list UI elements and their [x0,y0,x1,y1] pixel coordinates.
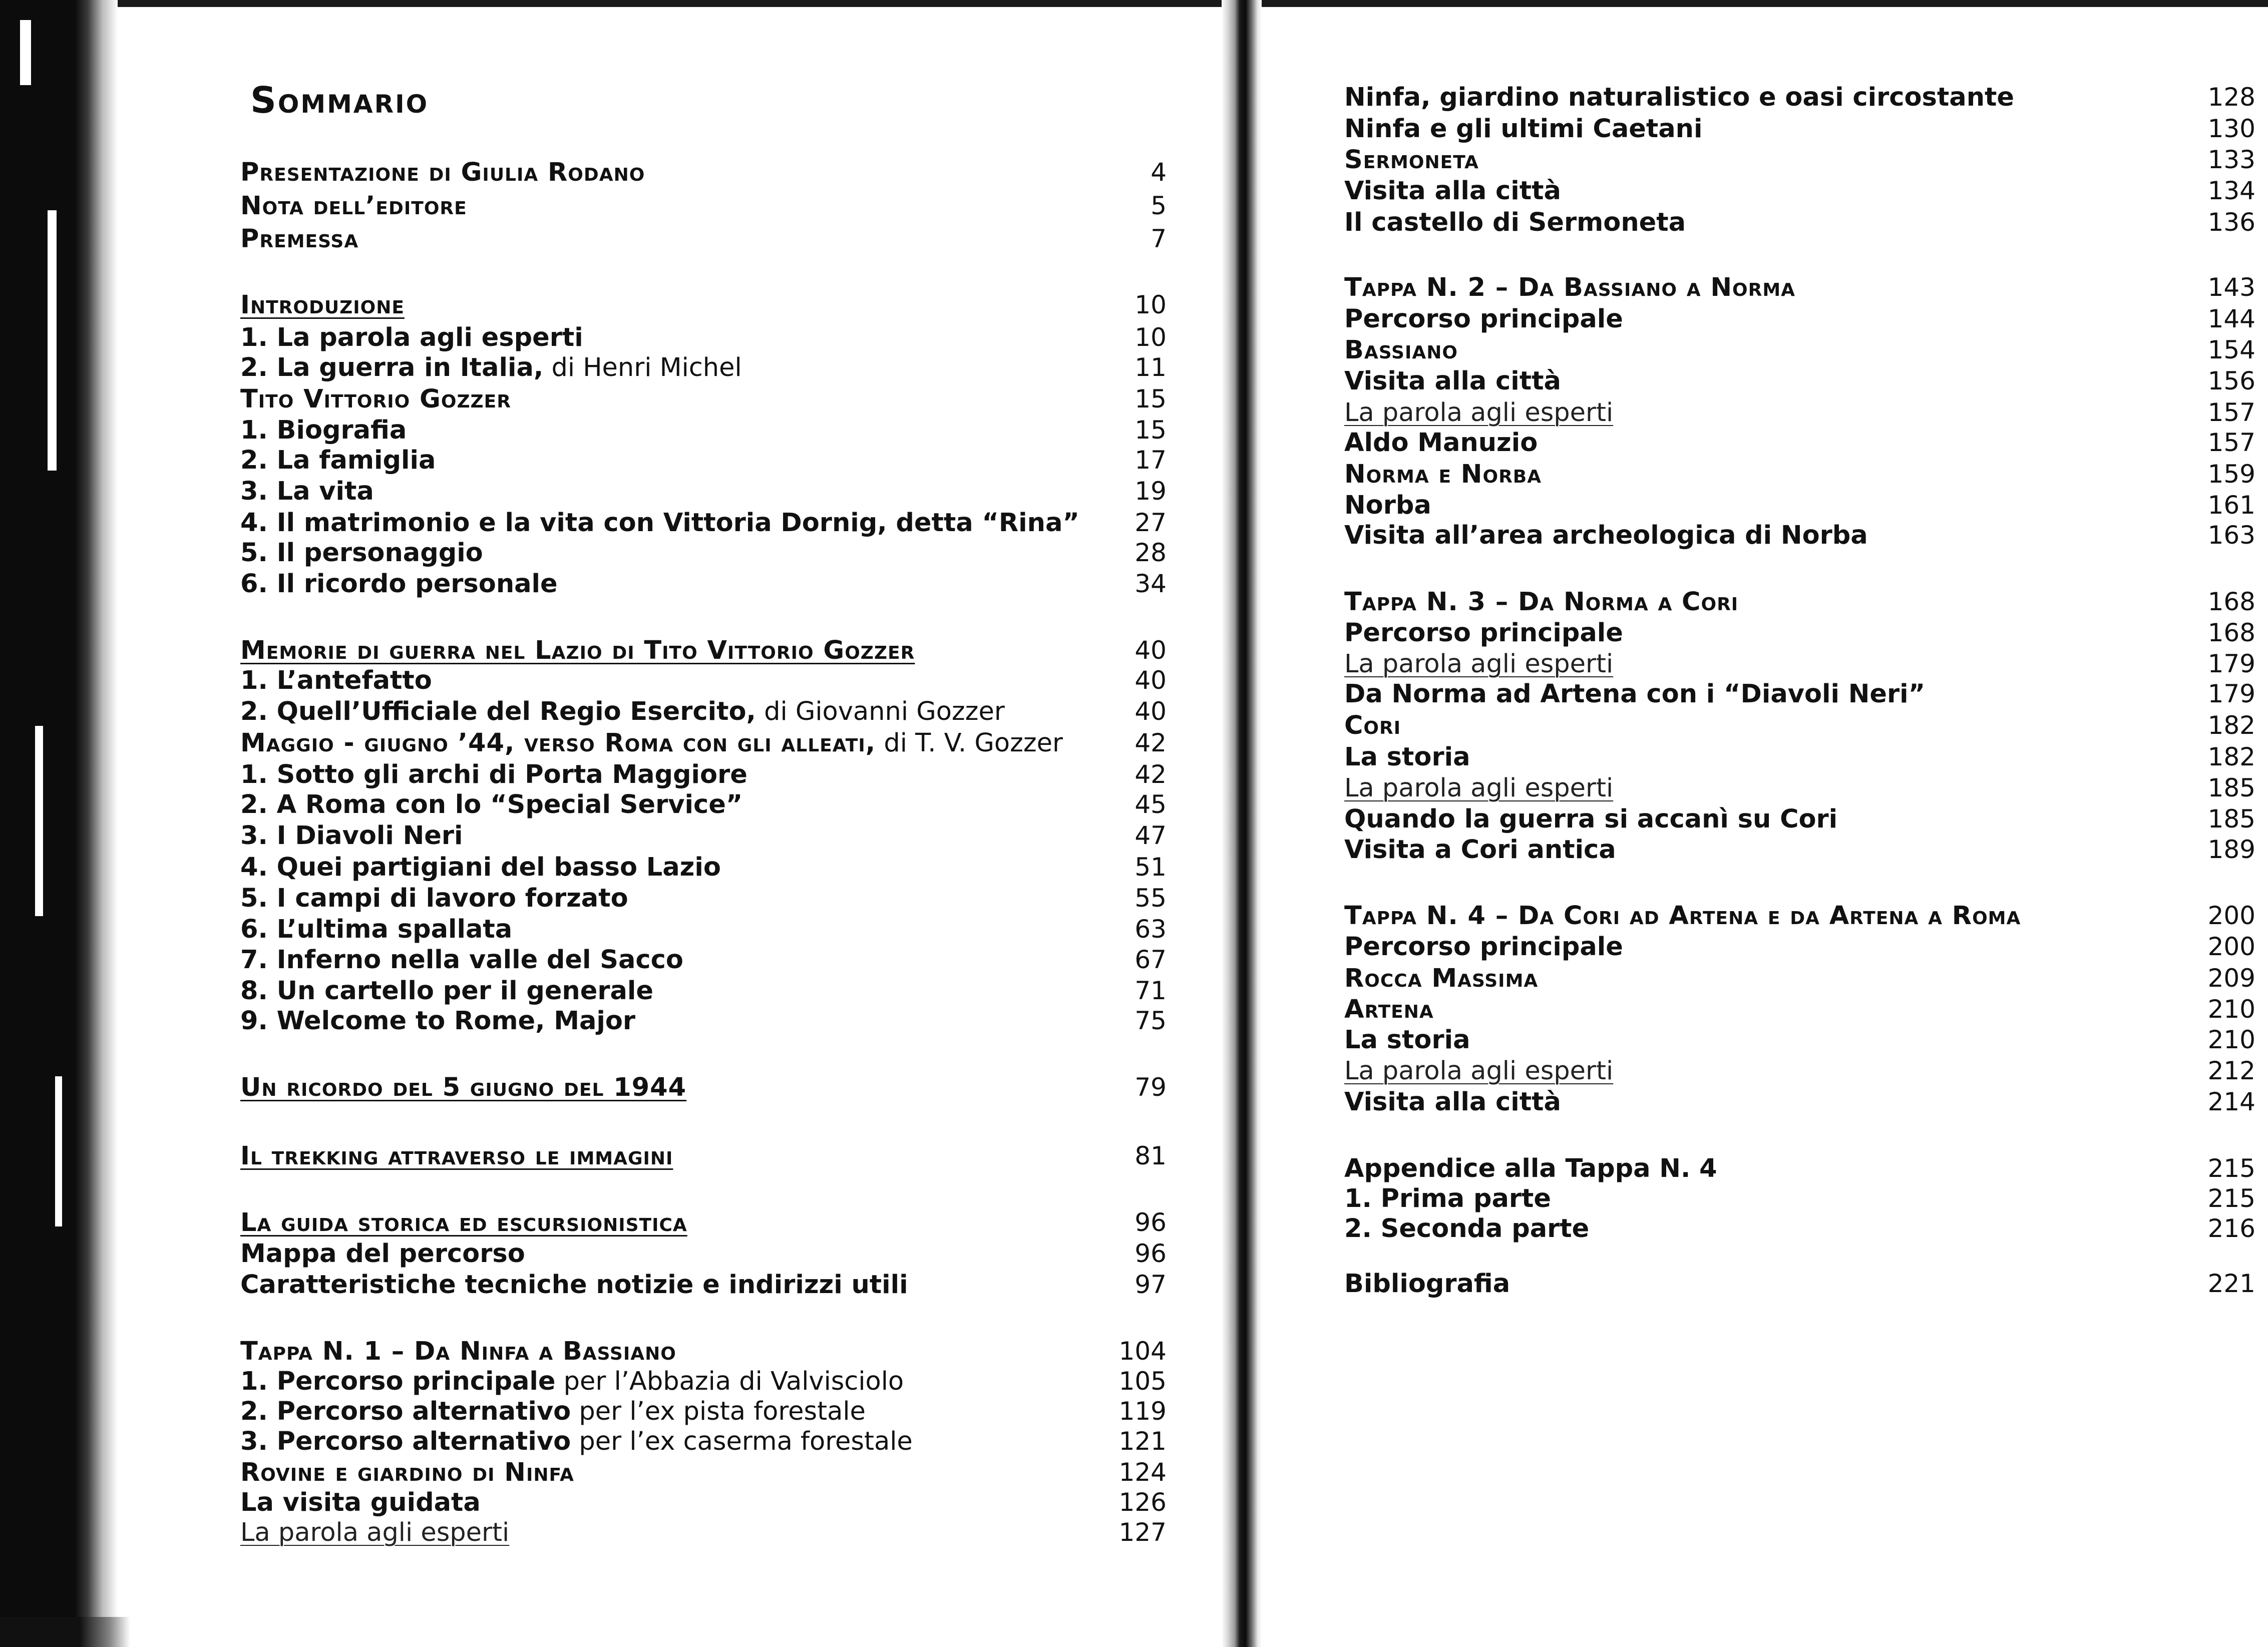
toc-entry-title: 2. Percorso alternativo [240,1397,571,1426]
toc-page-number: 40 [1135,636,1167,665]
toc-entry-label [240,1337,676,1366]
toc-entry-label [1344,587,1738,617]
toc-page-number: 215 [2207,1184,2255,1213]
toc-entry-label [1344,145,1479,175]
toc-entry [240,1518,1167,1549]
toc-entry-title: Visita alla città [1344,176,1561,206]
toc-entry-title: 2. A Roma con lo “Special Service” [240,790,743,819]
toc-entry-title: Cori [1344,711,1401,740]
toc-entry [1344,304,2255,335]
toc-entry-title: 3. I Diavoli Neri [240,821,463,851]
toc-entry [1344,1025,2255,1056]
toc-entry [1344,1154,2255,1185]
toc-entry-title: Norma e Norba [1344,460,1542,489]
toc-entry-label [240,416,407,445]
toc-entry [240,1397,1167,1428]
toc-entry-title: Tappa N. 4 – Da Cori ad Artena e da Artena a Roma [1344,901,2021,931]
toc-entry [240,821,1167,852]
toc-entry-label [1344,1269,1510,1299]
toc-entry-author: per l’ex caserma forestale [571,1427,913,1456]
toc-entry-title: Visita a Cori antica [1344,835,1616,865]
toc-entry-label [1344,335,1458,365]
toc-entry-title: Mappa del percorso [240,1239,525,1269]
toc-entry [1344,835,2255,866]
toc-entry-title: 1. Percorso principale [240,1367,556,1396]
toc-page-number: 42 [1135,728,1167,757]
toc-entry [240,1006,1167,1037]
toc-entry [240,323,1167,354]
toc-entry [1344,711,2255,742]
toc-entry-label [240,1208,687,1238]
toc-entry-title: Un ricordo del 5 giugno del 1944 [240,1073,687,1102]
toc-entry-label [240,1458,574,1487]
toc-entry [240,790,1167,821]
toc-entry [240,666,1167,697]
toc-entry [240,1458,1167,1489]
toc-page-number: 10 [1135,323,1167,352]
toc-entry-title: Ninfa, giardino naturalistico e oasi circostante [1344,83,2014,112]
toc-entry-title: 5. Il personaggio [240,538,483,568]
toc-entry-label [240,1073,686,1102]
toc-entry-title: 1. Sotto gli archi di Porta Maggiore [240,760,747,789]
toc-entry-title: Presentazione di Giulia Rodano [240,158,645,187]
toc-entry-title: La parola agli esperti [1344,1056,1614,1086]
toc-page-number: 216 [2207,1214,2255,1243]
toc-entry-title: Visita alla città [1344,366,1561,396]
toc-entry-label [1344,932,1623,962]
toc-entry [1344,649,2255,680]
toc-entry-title: 1. Biografia [240,416,407,445]
toc-entry-title: Rocca Massima [1344,964,1539,993]
toc-entry [240,569,1167,600]
toc-entry [1344,964,2255,995]
toc-page-number: 209 [2207,964,2255,993]
toc-entry-author: di Giovanni Gozzer [755,697,1005,726]
toc-entry-title: Visita alla città [1344,1087,1561,1117]
toc-entry-label [1344,1087,1561,1117]
toc-page-number: 143 [2207,273,2255,302]
toc-entry-label [240,508,1079,538]
toc-entry [1344,618,2255,649]
toc-entry [1344,176,2255,207]
toc-entry-label [240,290,405,320]
toc-entry [1344,679,2255,710]
toc-entry-author: di Henri Michel [543,353,742,382]
toc-entry-label [240,1141,673,1171]
toc-entry [1344,491,2255,522]
toc-entry-title: 3. Percorso alternativo [240,1427,571,1456]
toc-entry-label [240,976,653,1006]
toc-page-number: 127 [1118,1518,1167,1547]
toc-page-number: 130 [2207,114,2255,143]
toc-entry-label [240,353,742,382]
toc-entry-label [1344,428,1538,458]
toc-page-number: 210 [2207,1025,2255,1054]
toc-entry-label [240,915,512,944]
toc-entry-label [240,1367,904,1396]
toc-entry-label [1344,773,1613,803]
book-gutter [1222,0,1262,1647]
toc-entry [1344,428,2255,459]
toc-entry-author: per l’ex pista forestale [571,1397,866,1426]
toc-entry-label [1344,114,1702,144]
toc-entry-title: 6. Il ricordo personale [240,569,558,599]
toc-page-number: 119 [1118,1397,1167,1426]
toc-entry-title: 8. Un cartello per il generale [240,976,653,1006]
toc-page-number: 182 [2207,711,2255,740]
toc-page-number: 45 [1135,790,1167,819]
toc-page-number: 214 [2207,1087,2255,1116]
toc-entry [1344,398,2255,429]
toc-page-number: 27 [1135,508,1167,537]
toc-entry [1344,901,2255,932]
toc-page-number: 179 [2207,649,2255,678]
toc-entry-label [240,636,915,665]
toc-entry-title: Sermoneta [1344,145,1479,175]
toc-entry-label [1344,491,1431,520]
toc-page-number: 144 [2207,304,2255,333]
toc-page-number: 128 [2207,83,2255,112]
toc-entry-title: Percorso principale [1344,304,1623,334]
toc-entry [1344,335,2255,366]
toc-entry [240,760,1167,791]
toc-entry-label [1344,618,1623,648]
toc-entry-label [1344,460,1542,489]
toc-page-number: 47 [1135,821,1167,850]
toc-page-number: 185 [2207,804,2255,834]
toc-page-number: 121 [1118,1427,1167,1456]
toc-entry-label [1344,1056,1613,1086]
toc-entry-label [1344,176,1561,206]
toc-entry-title: Quando la guerra si accanì su Cori [1344,804,1838,834]
toc-entry [1344,932,2255,963]
toc-page-number: 96 [1135,1208,1167,1237]
toc-page-number: 19 [1135,477,1167,506]
toc-entry-label [1344,1184,1551,1213]
toc-entry-label [1344,273,1795,302]
toc-entry [1344,804,2255,836]
toc-page-number: 104 [1118,1337,1167,1366]
toc-entry-label [240,728,1063,758]
toc-page-number: 185 [2207,773,2255,802]
toc-page-number: 42 [1135,760,1167,789]
toc-entry-title: 2. Quell’Ufficiale del Regio Esercito, [240,697,756,726]
toc-entry [240,976,1167,1007]
toc-entry-label [1344,1154,1717,1183]
toc-entry-label [1344,1214,1589,1244]
toc-entry [240,508,1167,539]
toc-entry-label [1344,398,1613,428]
toc-entry-title: Tappa N. 1 – Da Ninfa a Bassiano [240,1337,676,1366]
toc-entry-title: La parola agli esperti [1344,398,1614,428]
toc-page-number: 51 [1135,853,1167,882]
toc-page-number: 17 [1135,446,1167,475]
toc-entry-label [1344,995,1434,1024]
toc-entry-title: Appendice alla Tappa N. 4 [1344,1154,1717,1183]
toc-entry-title: Ninfa e gli ultimi Caetani [1344,114,1703,144]
scan-top-edge [0,0,2268,7]
toc-entry-title: Artena [1344,995,1434,1024]
toc-entry [240,853,1167,884]
toc-page-number: 168 [2207,587,2255,616]
scan-left-edge [0,0,118,1647]
toc-entry [1344,114,2255,145]
toc-page-number: 159 [2207,460,2255,489]
toc-entry-label [240,538,483,568]
toc-page-number: 212 [2207,1056,2255,1085]
toc-entry-label [1344,742,1470,772]
toc-page-number: 154 [2207,335,2255,364]
toc-page-number: 134 [2207,176,2255,205]
toc-entry-title: Rovine e giardino di Ninfa [240,1458,574,1487]
toc-page-number: 200 [2207,932,2255,961]
toc-entry [1344,1269,2255,1300]
toc-entry-label [240,384,511,414]
toc-page-number: 55 [1135,884,1167,913]
toc-entry [1344,83,2255,114]
toc-entry-title: La parola agli esperti [240,1518,510,1547]
toc-entry-label [1344,901,2021,931]
toc-entry-title: Da Norma ad Artena con i “Diavoli Neri” [1344,679,1926,709]
toc-entry [240,1427,1167,1458]
toc-entry-label [240,224,358,254]
toc-entry-label [1344,649,1613,679]
toc-entry [240,1367,1167,1398]
toc-entry-author: di T. V. Gozzer [876,728,1063,758]
toc-entry-label [240,1270,908,1300]
toc-entry-label [240,1239,525,1269]
toc-entry [1344,145,2255,176]
toc-entry-title: La guida storica ed escursionistica [240,1208,687,1238]
toc-entry-label [240,821,463,851]
toc-entry-title: La visita guidata [240,1488,481,1517]
toc-entry-title: 1. L’antefatto [240,666,432,695]
scan-bottom-edge [0,1617,130,1647]
toc-entry-label [1344,804,1837,834]
toc-page-number: 124 [1118,1458,1167,1487]
toc-entry-title: Tappa N. 3 – Da Norma a Cori [1344,587,1739,617]
toc-entry [240,1337,1167,1368]
toc-entry-title: Aldo Manuzio [1344,428,1538,458]
toc-entry-title: 3. La vita [240,477,374,506]
toc-entry-title: 9. Welcome to Rome, Major [240,1006,636,1036]
toc-entry [240,1208,1167,1239]
toc-entry-title: Bassiano [1344,335,1458,365]
toc-entry-title: 4. Il matrimonio e la vita con Vittoria Dornig, detta “Rina” [240,508,1079,538]
toc-entry-title: Introduzione [240,290,405,320]
toc-page-number: 15 [1135,384,1167,414]
toc-entry-title: Percorso principale [1344,932,1623,962]
toc-page-number: 105 [1118,1367,1167,1396]
toc-page-number: 79 [1135,1073,1167,1102]
toc-entry-title: Il trekking attraverso le immagini [240,1141,673,1171]
toc-entry [240,224,1167,255]
toc-entry-title: Premessa [240,224,359,254]
toc-entry-title: 7. Inferno nella valle del Sacco [240,945,683,975]
toc-page-number: 200 [2207,901,2255,930]
toc-entry-label [1344,521,1868,550]
toc-entry-title: Tappa N. 2 – Da Bassiano a Norma [1344,273,1796,302]
toc-entry-author: per l’Abbazia di Valvisciolo [555,1367,904,1396]
toc-entry-title: Norba [1344,491,1431,520]
toc-entry [240,884,1167,915]
toc-entry [240,538,1167,569]
page-title: Sommario [250,79,429,121]
toc-entry-title: La storia [1344,1025,1470,1055]
toc-page-number: 5 [1151,191,1167,220]
toc-entry [240,446,1167,477]
toc-entry-title: Nota dell’editore [240,191,467,221]
toc-entry [1344,587,2255,618]
toc-entry-label [1344,83,2014,112]
toc-entry-label [1344,304,1623,334]
toc-entry [240,1141,1167,1172]
toc-entry-title: 1. La parola agli esperti [240,323,583,352]
toc-entry-title: Percorso principale [1344,618,1623,648]
toc-page-number: 126 [1118,1488,1167,1517]
toc-entry-label [240,945,683,975]
toc-page-number: 215 [2207,1154,2255,1183]
toc-entry [1344,773,2255,804]
toc-entry-title: 2. Seconda parte [1344,1214,1590,1244]
toc-page-number: 136 [2207,208,2255,237]
toc-entry [240,1488,1167,1519]
toc-page-number: 34 [1135,569,1167,598]
toc-page-number: 28 [1135,538,1167,567]
toc-entry-title: 2. La guerra in Italia, [240,353,544,382]
toc-entry-title: La parola agli esperti [1344,773,1614,803]
toc-entry-title: Visita all’area archeologica di Norba [1344,521,1868,550]
toc-entry-title: Tito Vittorio Gozzer [240,384,511,414]
toc-page-number: 40 [1135,697,1167,726]
toc-entry-label [240,158,645,187]
toc-entry [240,945,1167,976]
toc-page-number: 10 [1135,290,1167,319]
toc-entry [1344,208,2255,239]
toc-page-number: 4 [1151,158,1167,187]
toc-entry-label [240,1397,866,1426]
toc-page-number: 156 [2207,366,2255,395]
toc-entry-title: Il castello di Sermoneta [1344,208,1686,237]
toc-page-number: 133 [2207,145,2255,174]
toc-entry [240,290,1167,321]
toc-entry [1344,742,2255,773]
toc-entry-label [240,1518,509,1547]
toc-page-number: 67 [1135,945,1167,974]
toc-entry-label [240,446,436,475]
toc-page-number: 63 [1135,915,1167,944]
toc-page-number: 71 [1135,976,1167,1005]
toc-entry-title: 6. L’ultima spallata [240,915,513,944]
toc-page-number: 182 [2207,742,2255,771]
toc-entry-label [240,884,628,913]
toc-entry [1344,521,2255,552]
toc-entry-label [1344,1025,1470,1055]
toc-page-number: 161 [2207,491,2255,520]
toc-entry-label [240,666,432,695]
toc-entry [240,384,1167,416]
toc-page-number: 179 [2207,679,2255,708]
toc-entry-label [240,323,583,352]
toc-entry [1344,460,2255,491]
toc-entry-title: Maggio - giugno ’44, verso Roma con gli alleati, [240,728,876,758]
toc-page-number: 221 [2207,1269,2255,1298]
toc-entry-title: La storia [1344,742,1470,772]
toc-entry-title: 4. Quei partigiani del basso Lazio [240,853,721,882]
toc-entry-label [1344,711,1401,740]
toc-page-number: 189 [2207,835,2255,864]
toc-entry-title: La parola agli esperti [1344,649,1614,679]
toc-page-number: 75 [1135,1006,1167,1035]
toc-entry-label [1344,208,1686,237]
toc-entry [1344,1184,2255,1215]
toc-entry [240,158,1167,189]
toc-entry [1344,273,2255,304]
toc-page-number: 40 [1135,666,1167,695]
toc-entry [240,477,1167,508]
toc-entry-label [240,853,721,882]
toc-entry-label [240,191,467,221]
toc-entry [1344,366,2255,397]
toc-entry [240,1073,1167,1104]
toc-entry [240,191,1167,222]
toc-entry-label [240,1488,481,1517]
toc-entry-label [1344,366,1561,396]
toc-entry [1344,1056,2255,1087]
toc-entry [1344,995,2255,1026]
toc-page-number: 11 [1135,353,1167,382]
toc-entry [240,416,1167,447]
toc-page-number: 81 [1135,1141,1167,1170]
toc-entry [240,636,1167,667]
toc-entry [240,728,1167,759]
toc-entry [240,697,1167,728]
toc-entry-label [1344,964,1538,993]
toc-entry-label [1344,835,1616,865]
toc-entry-label [1344,679,1925,709]
toc-entry-title: 1. Prima parte [1344,1184,1551,1213]
toc-page-number: 7 [1151,224,1167,253]
toc-entry [240,353,1167,384]
toc-entry-title: Bibliografia [1344,1269,1510,1299]
toc-entry-label [240,697,1005,726]
toc-entry [240,915,1167,946]
toc-entry [1344,1087,2255,1118]
toc-entry [240,1270,1167,1301]
toc-entry-label [240,790,742,819]
toc-entry-title: Memorie di guerra nel Lazio di Tito Vittorio Gozzer [240,636,915,665]
toc-entry-label [240,477,374,506]
toc-entry [240,1239,1167,1270]
toc-page-number: 96 [1135,1239,1167,1268]
toc-page-number: 163 [2207,521,2255,550]
toc-page-number: 15 [1135,416,1167,445]
toc-entry-title: Caratteristiche tecniche notizie e indirizzi utili [240,1270,908,1300]
toc-page-number: 168 [2207,618,2255,647]
toc-entry-title: 2. La famiglia [240,446,436,475]
toc-page-number: 157 [2207,428,2255,457]
toc-page-number: 157 [2207,398,2255,427]
toc-entry-label [240,1006,635,1036]
toc-entry-title: 5. I campi di lavoro forzato [240,884,628,913]
toc-entry [1344,1214,2255,1245]
toc-entry-label [240,569,558,599]
toc-entry-label [240,1427,913,1456]
toc-page-number: 97 [1135,1270,1167,1299]
toc-entry-label [240,760,747,789]
toc-page-number: 210 [2207,995,2255,1024]
